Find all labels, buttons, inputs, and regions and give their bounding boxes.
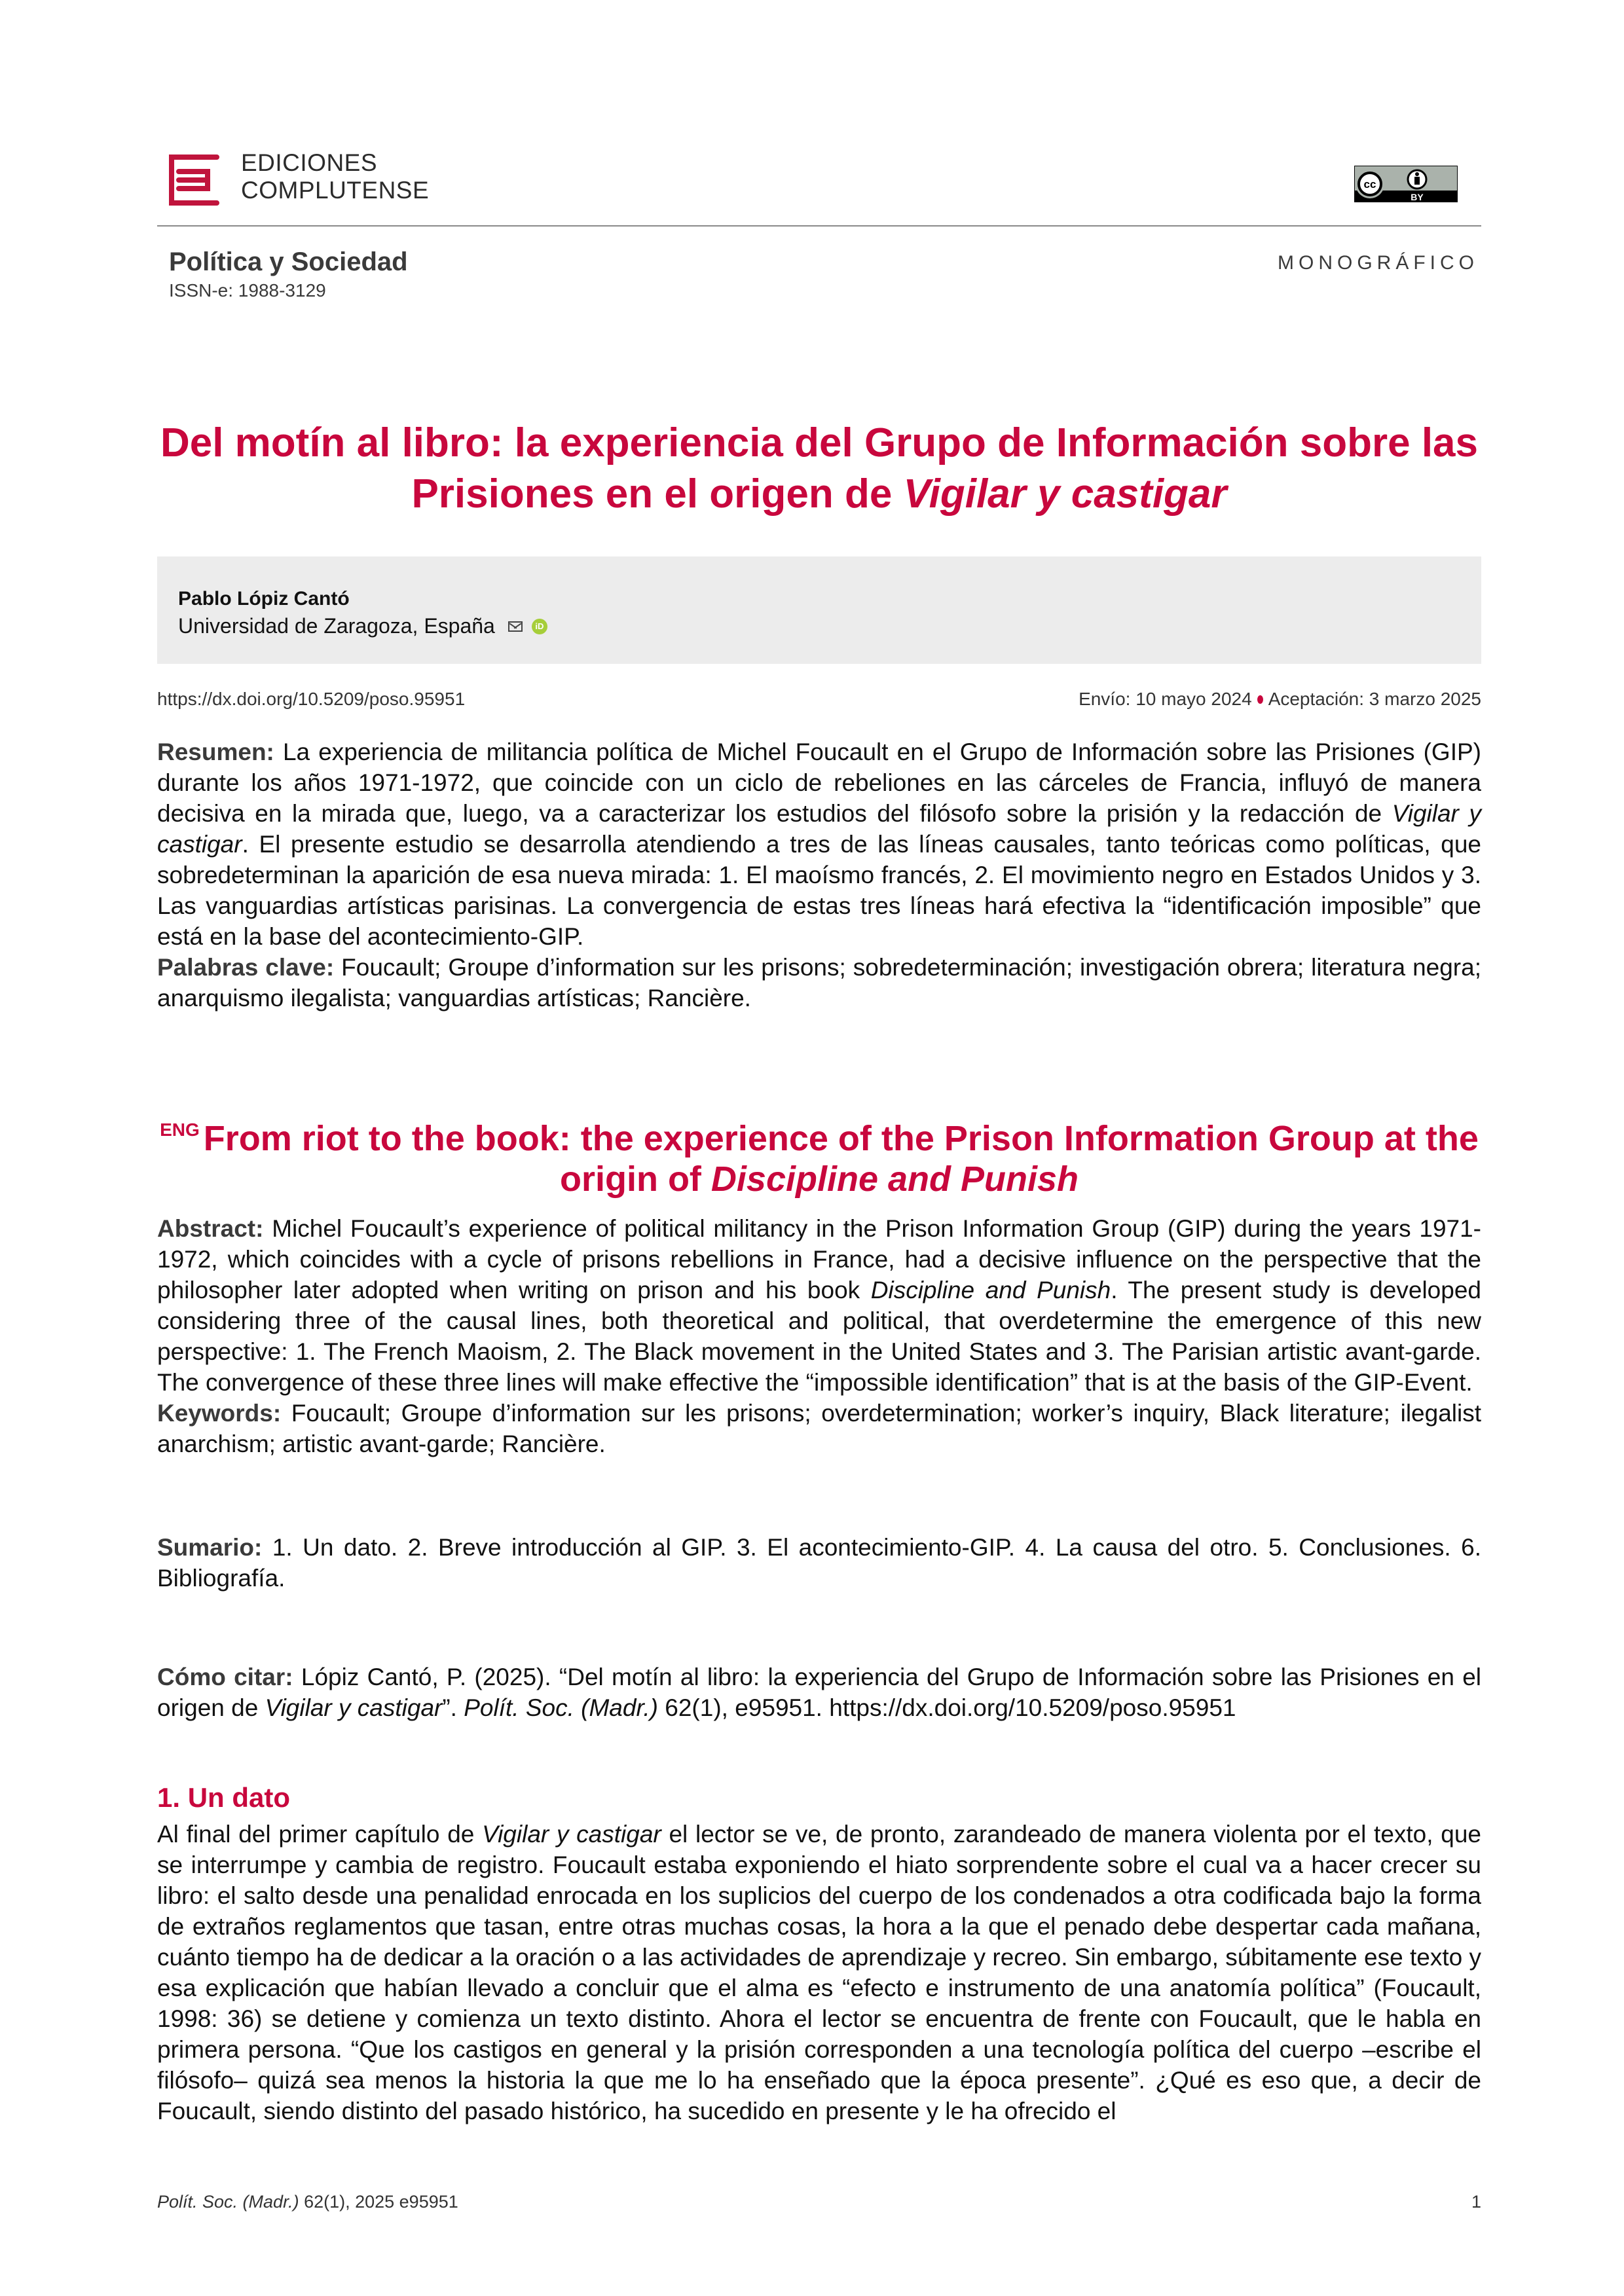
abstract-text: Michel Foucault’s experience of political militancy in the Prison Information Group (GIP) during the years 1971-1972, which coincides with a cycle of prisons rebellions in France, had a decisive influence on the perspective that the philosopher later adopted when writing on prison and his book [157, 1215, 1481, 1303]
body-italic: Vigilar y castigar [482, 1821, 661, 1848]
submission-date: Envío: 10 mayo 2024 [1079, 689, 1252, 709]
palabras-clave-label: Palabras clave: [157, 954, 335, 981]
abstract-text-cont: . The present study is developed considering three of the causal lines, both theoretical and political, that overdetermine the emergence of this new perspective: 1. The French Maoism, 2. The Black movement in the United States and 3. The Parisian artistic avant-garde. The convergence of these three lines will make effective the “impossible identification” that is at the basis of the GIP-Event. [157, 1277, 1481, 1396]
english-title-italic: Discipline and Punish [710, 1159, 1079, 1199]
svg-text:BY: BY [1411, 192, 1424, 202]
keywords-text: Foucault; Groupe d’information sur les prisons; overdetermination; worker’s inquiry, Black literature; ilegalist anarchism; artistic avant-garde; Rancière. [157, 1400, 1481, 1457]
article-title-italic: Vigilar y castigar [903, 471, 1227, 517]
sumario-block [157, 1532, 1481, 1594]
doi-link[interactable]: https://dx.doi.org/10.5209/poso.95951 [157, 689, 466, 709]
resumen-text-cont: . El presente estudio se desarrolla atendiendo a tres de las líneas causales, tanto teóricas como políticas, que sobredeterminan la aparición de esa nueva mirada: 1. El maoísmo francés, 2. El movimiento negro en Estados Unidos y 3. Las vanguardias artísticas parisinas. La convergencia de estas tres líneas hará efectiva la “identificación imposible” que está en la base del acontecimiento-GIP. [157, 831, 1481, 950]
keywords-label: Keywords: [157, 1400, 282, 1427]
orcid-icon[interactable]: iD [532, 619, 547, 634]
page-number: 1 [1471, 2192, 1481, 2212]
footer-issue: 62(1), 2025 e95951 [299, 2192, 458, 2212]
body-text: Al final del primer capítulo de [157, 1821, 483, 1848]
publisher-line-1: EDICIONES [241, 149, 378, 176]
section-tag: MONOGRÁFICO [1278, 252, 1479, 274]
article-title-text: Del motín al libro: la experiencia del Grupo de Información sobre las Prisiones en el origen de [160, 420, 1479, 517]
abstract-block [157, 1213, 1481, 1459]
english-title-text: From riot to the book: the experience of the Prison Information Group at the origin of [203, 1119, 1479, 1199]
resumen-italic: Vigilar y castigar [157, 800, 1481, 858]
section-heading: 1. Un dato [157, 1782, 291, 1813]
citation-italic-book: Vigilar y castigar [265, 1694, 443, 1721]
author-affiliation [178, 614, 547, 638]
citation-text-3: 62(1), e95951. https://dx.doi.org/10.5209/poso.95951 [658, 1694, 1236, 1721]
section-body [157, 1819, 1481, 2126]
author-name: Pablo Lópiz Cantó [178, 588, 350, 610]
abstract-italic: Discipline and Punish [870, 1277, 1111, 1303]
header-divider [157, 225, 1481, 227]
palabras-clave-text: Foucault; Groupe d’information sur les prisons; sobredeterminación; investigación obrera; literatura negra; anarquismo ilegalista; vanguardias artísticas; Rancière. [157, 954, 1481, 1011]
journal-name: Política y Sociedad [169, 247, 408, 276]
ediciones-complutense-logo-icon [168, 154, 219, 206]
svg-text:cc: cc [1363, 178, 1376, 191]
article-title [157, 418, 1481, 520]
footer-citation [157, 2192, 458, 2212]
resumen-block [157, 737, 1481, 1013]
citation-label: Cómo citar: [157, 1664, 293, 1690]
citation-text: Lópiz Cantó, P. (2025). “Del motín al libro: la experiencia del Grupo de Información sobre las Prisiones en el origen de [157, 1664, 1481, 1721]
resumen-text: La experiencia de militancia política de Michel Foucault en el Grupo de Información sobre las Prisiones (GIP) durante los años 1971-1972, que coincide con un ciclo de rebeliones en las cárceles de Francia, influyó de manera decisiva en la mirada que, luego, va a caracterizar los estudios del filósofo sobre la prisión y la redacción de [157, 738, 1481, 827]
publisher-line-2: COMPLUTENSE [241, 177, 430, 204]
body-text-cont: el lector se ve, de pronto, zarandeado de manera violenta por el texto, que se interrumpe y cambia de registro. Foucault estaba exponiendo el hiato sorprendente sobre el cual va a hacer crecer su libro: el salto desde una penalidad enrocada en los suplicios del cuerpo de los condenados a otra codificada bajo la forma de extraños reglamentos que tasan, entre otras muchas cosas, la hora a la que el penado debe despertar cada mañana, cuánto tiempo ha de dedicar a la oración o a las actividades de aprendizaje y recreo. Sin embargo, súbitamente ese texto y esa explicación que habían llevado a concluir que el alma es “efecto e instrumento de una anatomía política” (Foucault, 1998: 36) se detiene y comienza un texto distinto. Ahora el lector se encuentra de frente con Foucault, que le habla en primera persona. “Que los castigos en general y la prisión corresponden a una tecnología política del cuerpo –escribe el filósofo– quizá sea menos la historia la que me lo ha enseñado que la época presente”. ¿Qué es eso que, a decir de Foucault, siendo distinto del pasado histórico, ha sucedido en presente y le ha ofrecido el [157, 1821, 1481, 2124]
mail-icon[interactable] [508, 621, 523, 632]
sumario-text: 1. Un dato. 2. Breve introducción al GIP. 3. El acontecimiento-GIP. 4. La causa del otro. 5. Conclusiones. 6. Bibliografía. [157, 1534, 1481, 1592]
lang-tag: ENG [160, 1120, 200, 1140]
acceptance-date: Aceptación: 3 marzo 2025 [1268, 689, 1481, 709]
footer-journal: Polít. Soc. (Madr.) [157, 2192, 299, 2212]
abstract-label: Abstract: [157, 1215, 264, 1242]
journal-issn: ISSN-e: 1988-3129 [169, 280, 326, 301]
affiliation-text: Universidad de Zaragoza, España [178, 614, 495, 638]
article-dates [1079, 689, 1481, 710]
english-title [157, 1110, 1481, 1199]
bullet-separator [1257, 695, 1263, 704]
cc-by-license-icon[interactable] [1354, 166, 1458, 202]
citation-block [157, 1662, 1481, 1723]
citation-text-2: ”. [442, 1694, 464, 1721]
publisher-name [241, 149, 429, 204]
citation-italic-journal: Polít. Soc. (Madr.) [464, 1694, 658, 1721]
sumario-label: Sumario: [157, 1534, 263, 1561]
resumen-label: Resumen: [157, 738, 274, 765]
author-box [157, 556, 1481, 664]
